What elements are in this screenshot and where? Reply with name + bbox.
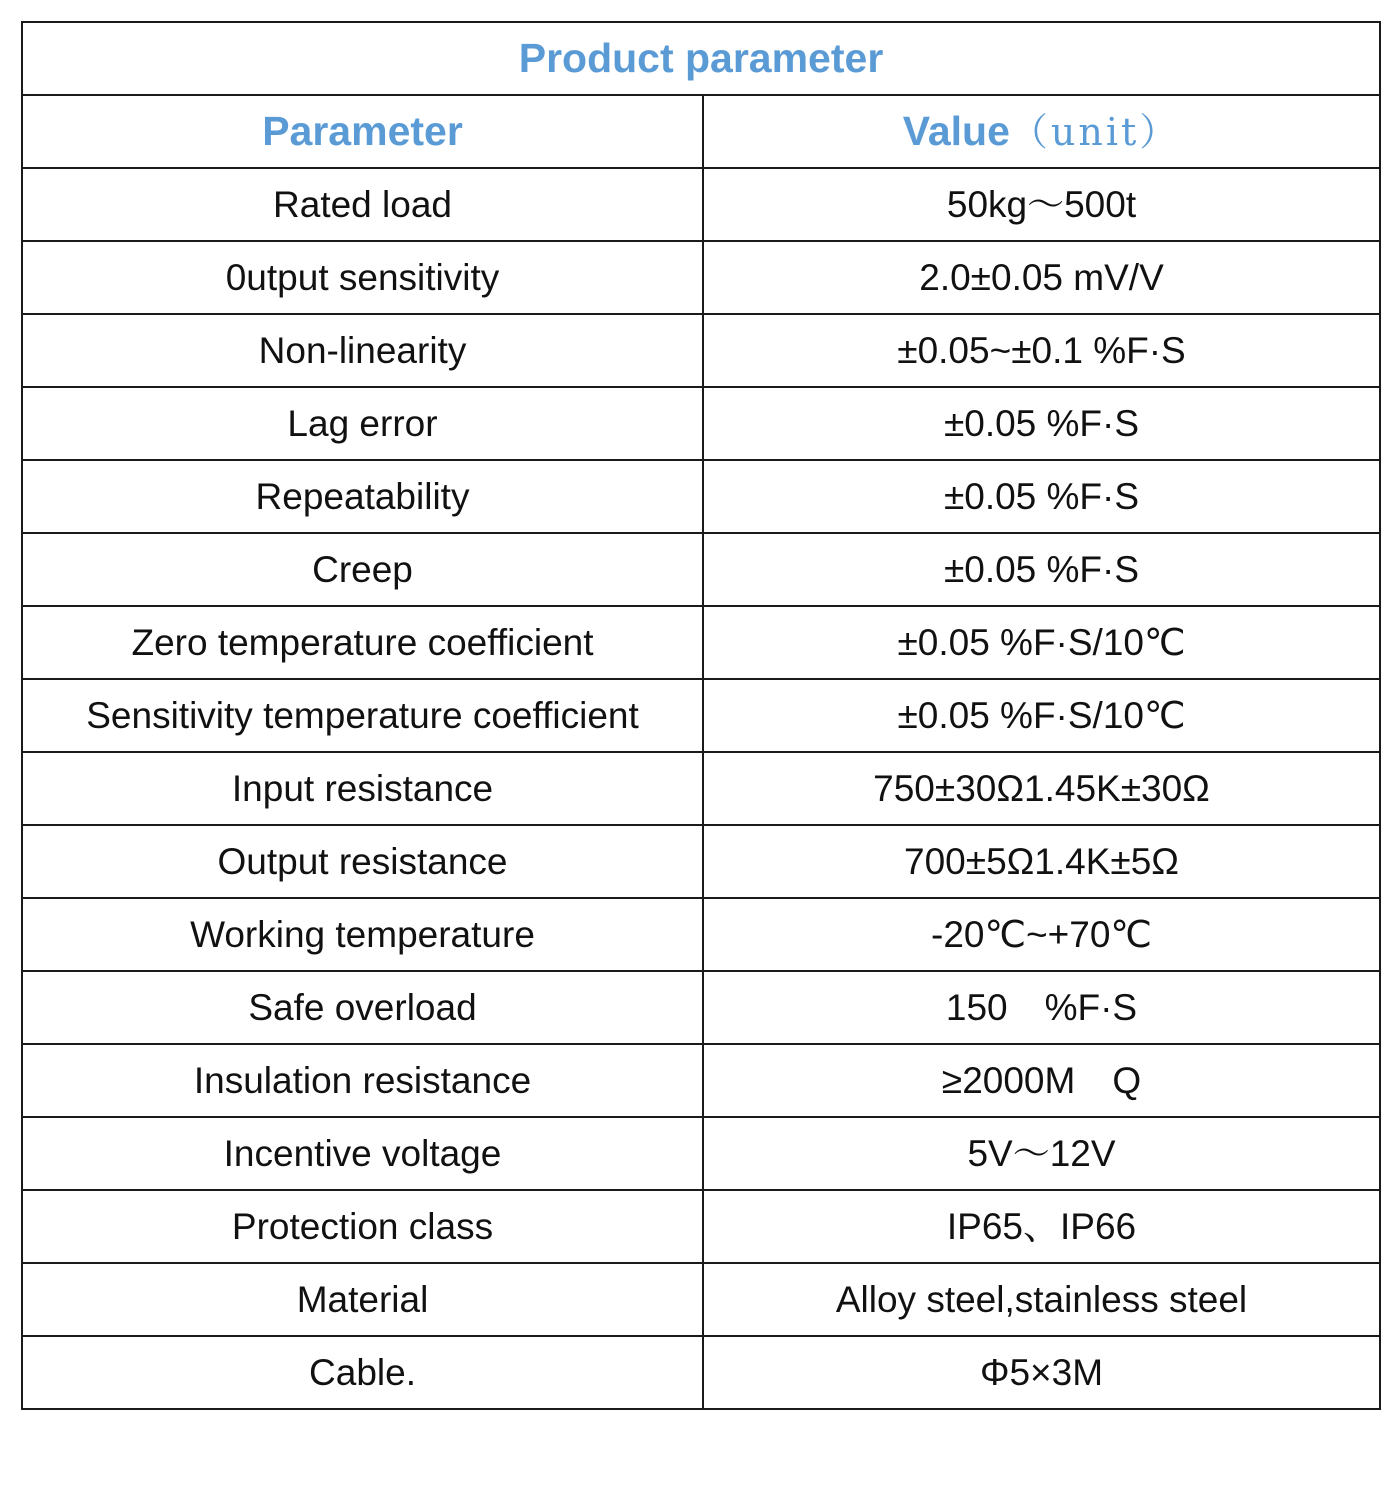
table-row [22, 1263, 1380, 1336]
table-row [22, 1117, 1380, 1190]
parameter-cell: Creep [22, 533, 703, 606]
parameter-cell: Repeatability [22, 460, 703, 533]
value-cell: Alloy steel,stainless steel [703, 1263, 1380, 1336]
table-row [22, 1336, 1380, 1409]
table-row [22, 606, 1380, 679]
parameter-cell: Sensitivity temperature coefficient [22, 679, 703, 752]
parameter-cell: Rated load [22, 168, 703, 241]
parameter-cell: Protection class [22, 1190, 703, 1263]
value-cell: 50kg～500t [703, 168, 1380, 241]
value-cell: 2.0±0.05 mV/V [703, 241, 1380, 314]
parameter-cell: Material [22, 1263, 703, 1336]
parameter-cell: Output resistance [22, 825, 703, 898]
parameter-cell: Non-linearity [22, 314, 703, 387]
value-cell: ±0.05 %F·S [703, 460, 1380, 533]
header-parameter: Parameter [22, 95, 703, 168]
value-cell: 150 %F·S [703, 971, 1380, 1044]
table-body [22, 22, 1380, 1409]
value-cell: ±0.05 %F·S [703, 533, 1380, 606]
parameter-cell: Input resistance [22, 752, 703, 825]
table-row [22, 971, 1380, 1044]
table-row [22, 241, 1380, 314]
table-row [22, 825, 1380, 898]
value-cell: 700±5Ω1.4K±5Ω [703, 825, 1380, 898]
parameter-cell: 0utput sensitivity [22, 241, 703, 314]
table-row [22, 533, 1380, 606]
value-cell: IP65、IP66 [703, 1190, 1380, 1263]
header-value-unit: （unit） [1009, 110, 1181, 154]
header-row [22, 95, 1380, 168]
parameter-cell: Zero temperature coefficient [22, 606, 703, 679]
value-cell: 5V～12V [703, 1117, 1380, 1190]
parameter-cell: Cable. [22, 1336, 703, 1409]
table-row [22, 679, 1380, 752]
value-cell: -20℃~+70℃ [703, 898, 1380, 971]
table-row [22, 752, 1380, 825]
table-title: Product parameter [22, 22, 1380, 95]
table-row [22, 1044, 1380, 1117]
parameter-cell: Safe overload [22, 971, 703, 1044]
table-row [22, 168, 1380, 241]
title-row [22, 22, 1380, 95]
table-row [22, 1190, 1380, 1263]
value-cell: ±0.05 %F·S [703, 387, 1380, 460]
value-cell: Φ5×3M [703, 1336, 1380, 1409]
value-cell: 750±30Ω1.45K±30Ω [703, 752, 1380, 825]
parameter-cell: Lag error [22, 387, 703, 460]
parameter-cell: Insulation resistance [22, 1044, 703, 1117]
product-parameter-table [21, 21, 1381, 1410]
header-value [703, 95, 1380, 168]
parameter-cell: Working temperature [22, 898, 703, 971]
value-cell: ±0.05 %F·S/10℃ [703, 606, 1380, 679]
table-row [22, 387, 1380, 460]
value-cell: ±0.05 %F·S/10℃ [703, 679, 1380, 752]
table-row [22, 460, 1380, 533]
header-value-label: Value [902, 108, 1010, 154]
value-cell: ±0.05~±0.1 %F·S [703, 314, 1380, 387]
parameter-cell: Incentive voltage [22, 1117, 703, 1190]
table-row [22, 314, 1380, 387]
table-row [22, 898, 1380, 971]
value-cell: ≥2000M Q [703, 1044, 1380, 1117]
